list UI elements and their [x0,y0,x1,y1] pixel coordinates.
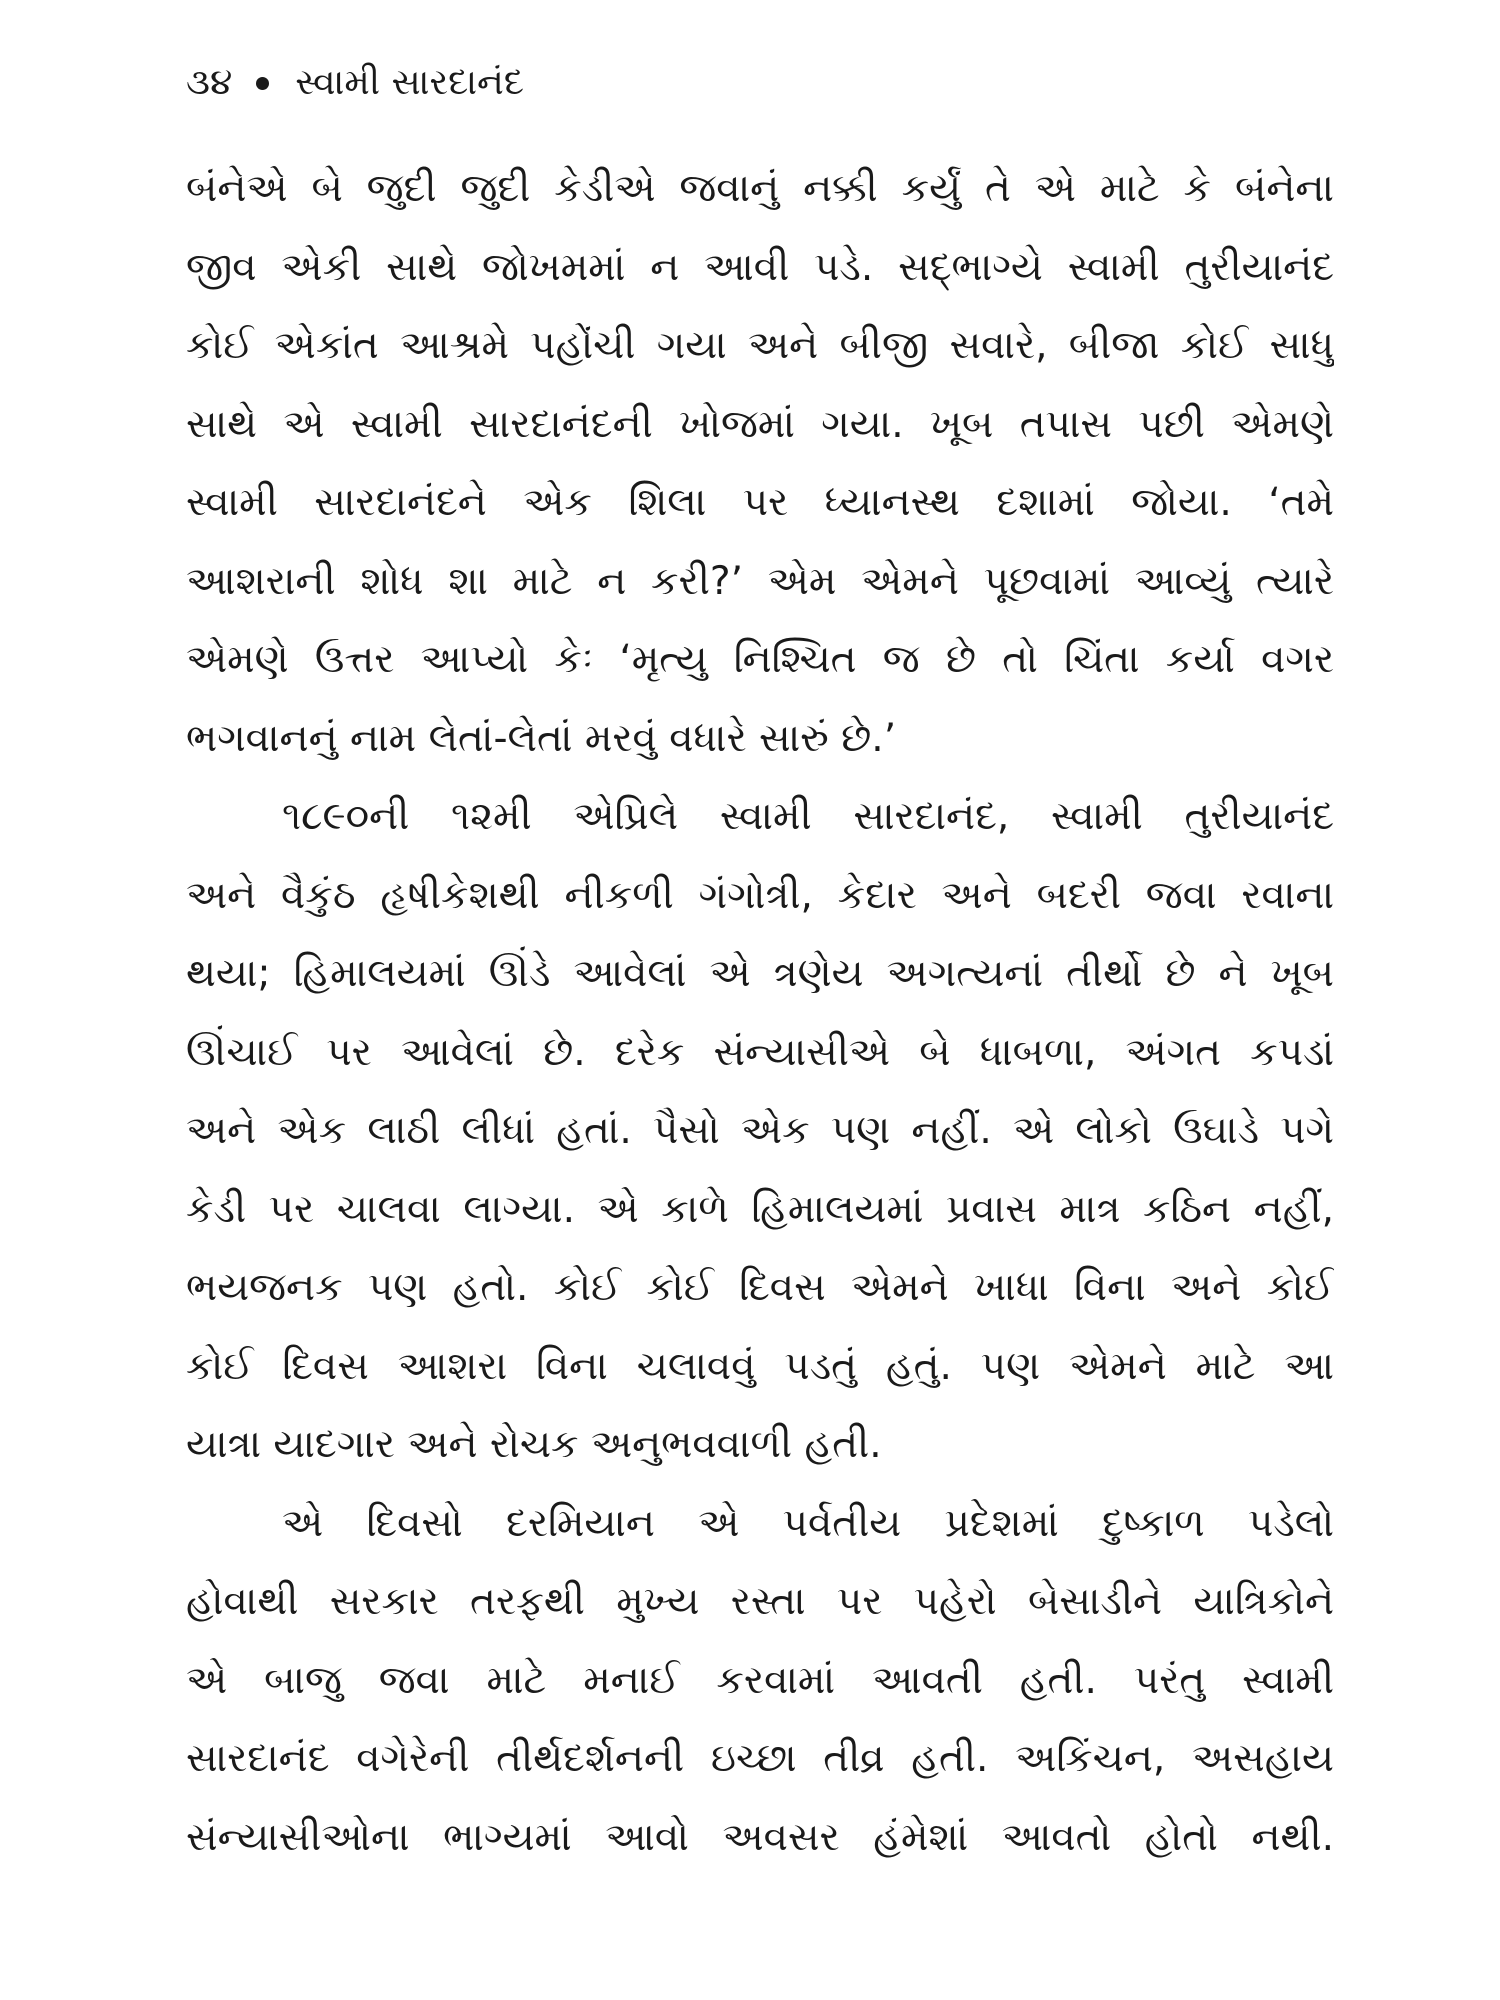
text-line: એ બાજુ જવા માટે મનાઈ કરવામાં આવતી હતી. પરંતુ સ્વામી [186,1657,1334,1703]
text-line: ઊંચાઈ પર આવેલાં છે. દરેક સંન્યાસીએ બે ધાબળા, અંગત કપડાં [186,1029,1334,1075]
book-title: સ્વામી સારદાનંદ [295,62,525,103]
text-line: એ દિવસો દરમિયાન એ પર્વતીય પ્રદેશમાં દુષ્કાળ પડેલો [282,1500,1334,1546]
text-line: થયા; હિમાલયમાં ઊંડે આવેલાં એ ત્રણેય અગત્યનાં તીર્થો છે ને ખૂબ [186,951,1334,996]
text-line: ૧૮૯૦ની ૧૨મી એપ્રિલે સ્વામી સારદાનંદ, સ્વામી તુરીયાનંદ [282,794,1334,839]
text-line: ભયજનક પણ હતો. કોઈ કોઈ દિવસ એમને ખાધા વિના અને કોઈ [186,1265,1334,1310]
text-line: અને એક લાઠી લીધાં હતાં. પૈસો એક પણ નહીં. એ લોકો ઉઘાડે પગે [186,1108,1334,1153]
text-line: આશરાની શોધ શા માટે ન કરી?’ એમ એમને પૂછવામાં આવ્યું ત્યારે [186,558,1334,604]
body-text [186,150,1334,1877]
text-line: કોઈ એકાંત આશ્રમે પહોંચી ગયા અને બીજી સવારે, બીજા કોઈ સાધુ [186,323,1334,368]
text-line: કેડી પર ચાલવા લાગ્યા. એ કાળે હિમાલયમાં પ્રવાસ માત્ર કઠિન નહીં, [186,1186,1334,1232]
text-line: સંન્યાસીઓના ભાગ્યમાં આવો અવસર હંમેશાં આવતો હોતો નથી. [186,1814,1334,1860]
text-line: હોવાથી સરકાર તરફથી મુખ્ય રસ્તા પર પહેરો બેસાડીને યાત્રિકોને [186,1579,1334,1624]
page-number: ૩૪ [186,62,233,103]
running-header [186,58,524,108]
text-line: સ્વામી સારદાનંદને એક શિલા પર ધ્યાનસ્થ દશામાં જોયા. ‘તમે [186,480,1334,525]
text-line: સારદાનંદ વગેરેની તીર્થદર્શનની ઇચ્છા તીવ્ર હતી. અકિંચન, અસહાય [186,1736,1334,1781]
text-line: સાથે એ સ્વામી સારદાનંદની ખોજમાં ગયા. ખૂબ તપાસ પછી એમણે [186,401,1334,447]
text-line: યાત્રા યાદગાર અને રોચક અનુભવવાળી હતી. [186,1422,882,1467]
text-line: એમણે ઉત્તર આપ્યો કેઃ ‘મૃત્યુ નિશ્ચિત જ છે તો ચિંતા કર્યા વગર [186,637,1334,682]
text-line: કોઈ દિવસ આશરા વિના ચલાવવું પડતું હતું. પણ એમને માટે આ [186,1343,1334,1389]
bullet-separator-icon [256,77,269,90]
text-line: ભગવાનનું નામ લેતાં-લેતાં મરવું વધારે સારું છે.’ [186,715,897,761]
text-line: અને વૈકુંઠ હૃષીકેશથી નીકળી ગંગોત્રી, કેદાર અને બદરી જવા રવાના [186,872,1334,918]
text-line: જીવ એકી સાથે જોખમમાં ન આવી પડે. સદ્ભાગ્યે સ્વામી તુરીયાનંદ [186,244,1334,290]
text-line: બંનેએ બે જુદી જુદી કેડીએ જવાનું નક્કી કર્યું તે એ માટે કે બંનેના [186,166,1334,211]
